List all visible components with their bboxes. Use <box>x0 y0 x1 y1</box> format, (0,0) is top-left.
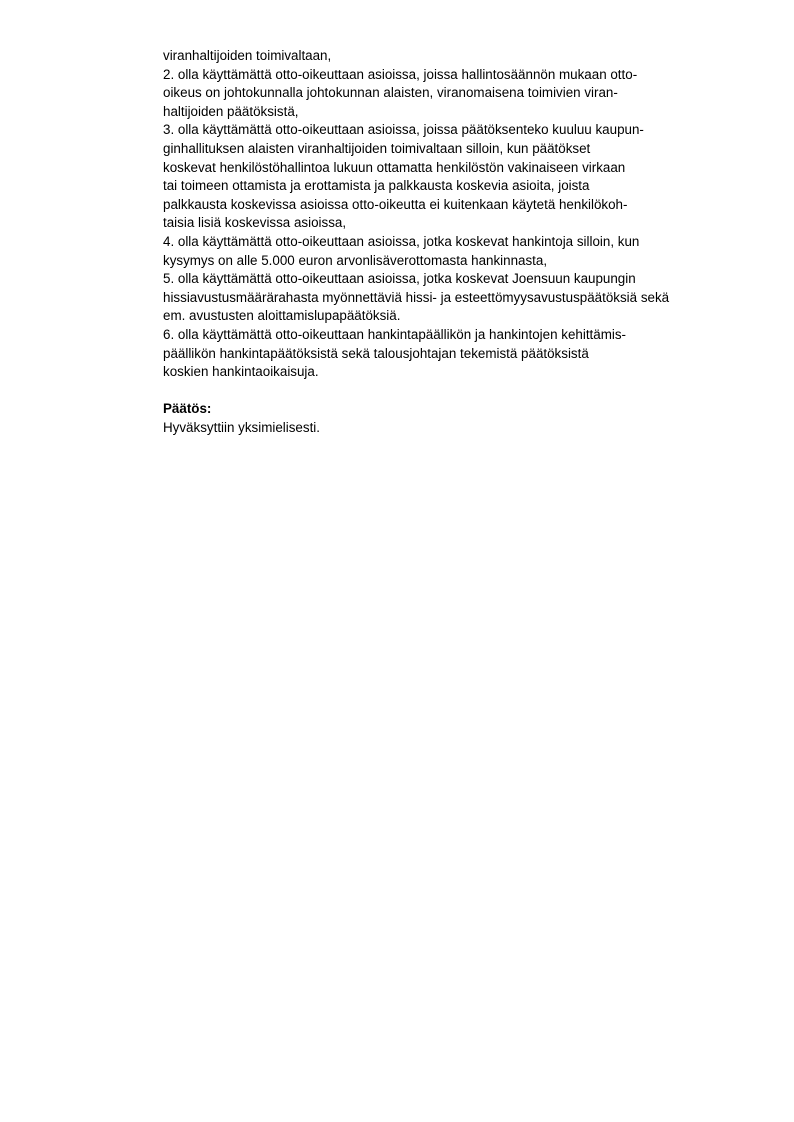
decision-section <box>163 400 783 437</box>
decision-heading: Päätös: <box>163 401 212 417</box>
body-line: koskien hankintaoikaisuja. <box>163 364 319 380</box>
body-line: oikeus on johtokunnalla johtokunnan alaisten, viranomaisena toimivien viran- <box>163 85 618 101</box>
body-line: viranhaltijoiden toimivaltaan, <box>163 48 332 63</box>
body-line: taisia lisiä koskevissa asioissa, <box>163 215 347 231</box>
decision-text: Hyväksyttiin yksimielisesti. <box>163 419 320 435</box>
body-line: palkkausta koskevissa asioissa otto-oikeutta ei kuitenkaan käytetä henkilökoh- <box>163 196 628 212</box>
body-line: em. avustusten aloittamislupapäätöksiä. <box>163 308 401 324</box>
body-line: 6. olla käyttämättä otto-oikeuttaan hankintapäällikön ja hankintojen kehittämis- <box>163 326 626 342</box>
section-spacer <box>163 382 783 401</box>
body-text <box>163 47 783 382</box>
body-line: tai toimeen ottamista ja erottamista ja palkkausta koskevia asioita, joista <box>163 178 590 194</box>
body-line: 4. olla käyttämättä otto-oikeuttaan asioissa, jotka koskevat hankintoja silloin, kun <box>163 233 640 249</box>
body-line: koskevat henkilöstöhallintoa lukuun ottamatta henkilöstön vakinaiseen virkaan <box>163 159 626 175</box>
document-page <box>163 47 783 437</box>
body-line: 5. olla käyttämättä otto-oikeuttaan asioissa, jotka koskevat Joensuun kaupungin <box>163 271 636 287</box>
body-line: päällikön hankintapäätöksistä sekä talousjohtajan tekemistä päätöksistä <box>163 345 589 361</box>
body-line: ginhallituksen alaisten viranhaltijoiden toimivaltaan silloin, kun päätökset <box>163 140 591 156</box>
body-line: 2. olla käyttämättä otto-oikeuttaan asioissa, joissa hallintosäännön mukaan otto- <box>163 66 638 82</box>
body-line: 3. olla käyttämättä otto-oikeuttaan asioissa, joissa päätöksenteko kuuluu kaupun- <box>163 122 644 138</box>
body-line: haltijoiden päätöksistä, <box>163 103 299 119</box>
body-line: hissiavustusmäärärahasta myönnettäviä hissi- ja esteettömyysavustuspäätöksiä sekä <box>163 289 670 305</box>
body-line: kysymys on alle 5.000 euron arvonlisäverottomasta hankinnasta, <box>163 252 548 268</box>
